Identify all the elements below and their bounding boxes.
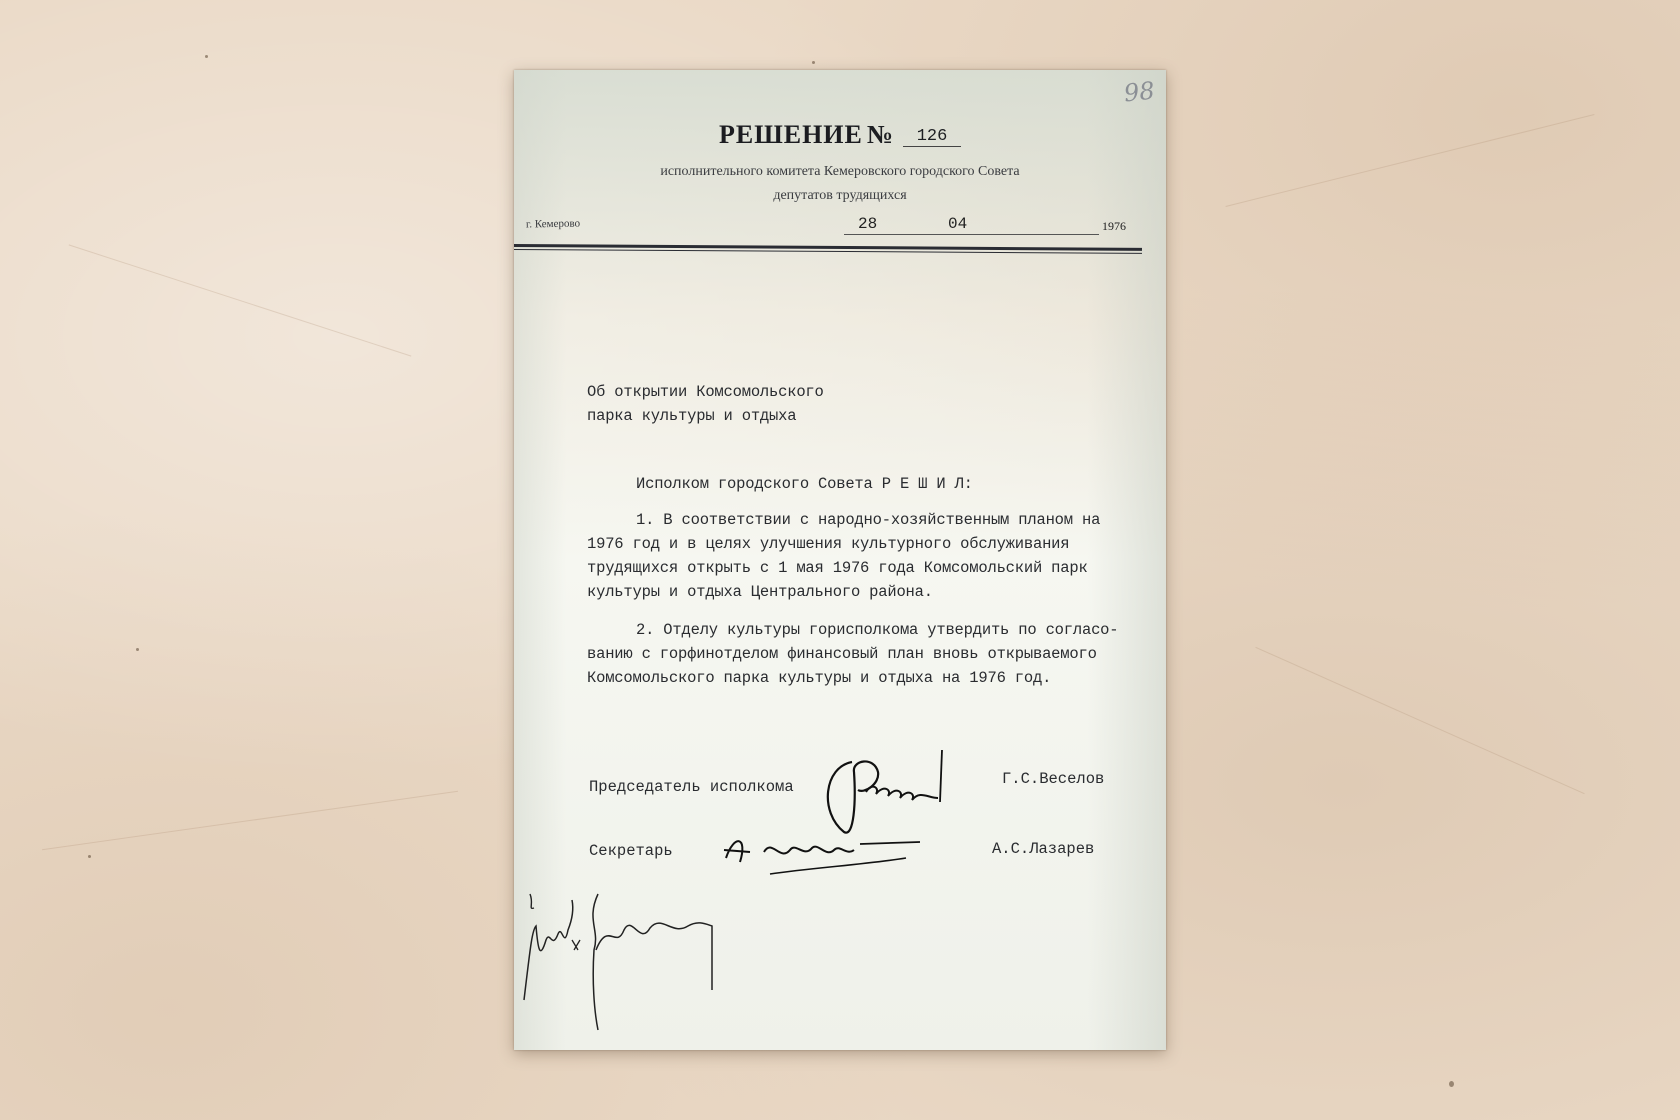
subject-line-1: Об открытии Комсомольского bbox=[587, 383, 824, 401]
background-crease bbox=[69, 244, 412, 356]
background-speck bbox=[136, 648, 139, 651]
background-speck bbox=[1449, 1081, 1454, 1087]
secretary-signature bbox=[720, 828, 930, 898]
background-speck bbox=[205, 55, 208, 58]
approval-visa-signatures bbox=[516, 890, 736, 1040]
decision-number: 126 bbox=[903, 127, 961, 147]
city-label: г. Кемерово bbox=[525, 217, 581, 231]
date-underline bbox=[844, 234, 1099, 235]
background-crease bbox=[1226, 114, 1595, 207]
number-sign: № bbox=[866, 120, 894, 149]
item1-line-3: трудящихся открыть с 1 мая 1976 года Комсомольский парк bbox=[587, 559, 1088, 577]
background-crease bbox=[1255, 647, 1584, 794]
date-year: 1976 bbox=[1102, 219, 1126, 233]
issuer-line-2: депутатов трудящихся bbox=[773, 188, 907, 203]
background-speck bbox=[812, 61, 815, 64]
date-day: 28 bbox=[858, 215, 878, 233]
background-speck bbox=[88, 855, 91, 858]
background-crease bbox=[42, 791, 458, 850]
chairman-name: Г.С.Веселов bbox=[1002, 770, 1105, 788]
subject-line-2: парка культуры и отдыха bbox=[587, 407, 797, 425]
document-title: РЕШЕНИЕ bbox=[718, 120, 863, 149]
issuer-line-1: исполнительного комитета Кемеровского городского Совета bbox=[660, 164, 1020, 179]
item1-line-1: 1. В соответствии с народно-хозяйственным планом на bbox=[636, 511, 1101, 529]
chairman-signature bbox=[814, 742, 964, 842]
document-heading bbox=[514, 120, 1166, 150]
secretary-name: А.С.Лазарев bbox=[992, 840, 1095, 858]
chairman-title: Председатель исполкома bbox=[589, 778, 794, 796]
archive-page-number: 98 bbox=[1122, 76, 1156, 108]
item2-line-2: ванию с горфинотделом финансовый план вновь открываемого bbox=[587, 645, 1097, 663]
document-sheet bbox=[514, 70, 1166, 1050]
item1-line-2: 1976 год и в целях улучшения культурного обслуживания bbox=[587, 535, 1070, 553]
item2-line-1: 2. Отделу культуры горисполкома утвердить по согласо- bbox=[636, 621, 1119, 639]
secretary-title: Секретарь bbox=[589, 842, 673, 860]
preamble: Исполком городского Совета Р Е Ш И Л: bbox=[636, 475, 973, 493]
date-month: 04 bbox=[948, 215, 968, 233]
item2-line-3: Комсомольского парка культуры и отдыха на 1976 год. bbox=[587, 669, 1052, 687]
item1-line-4: культуры и отдыха Центрального района. bbox=[587, 583, 933, 601]
